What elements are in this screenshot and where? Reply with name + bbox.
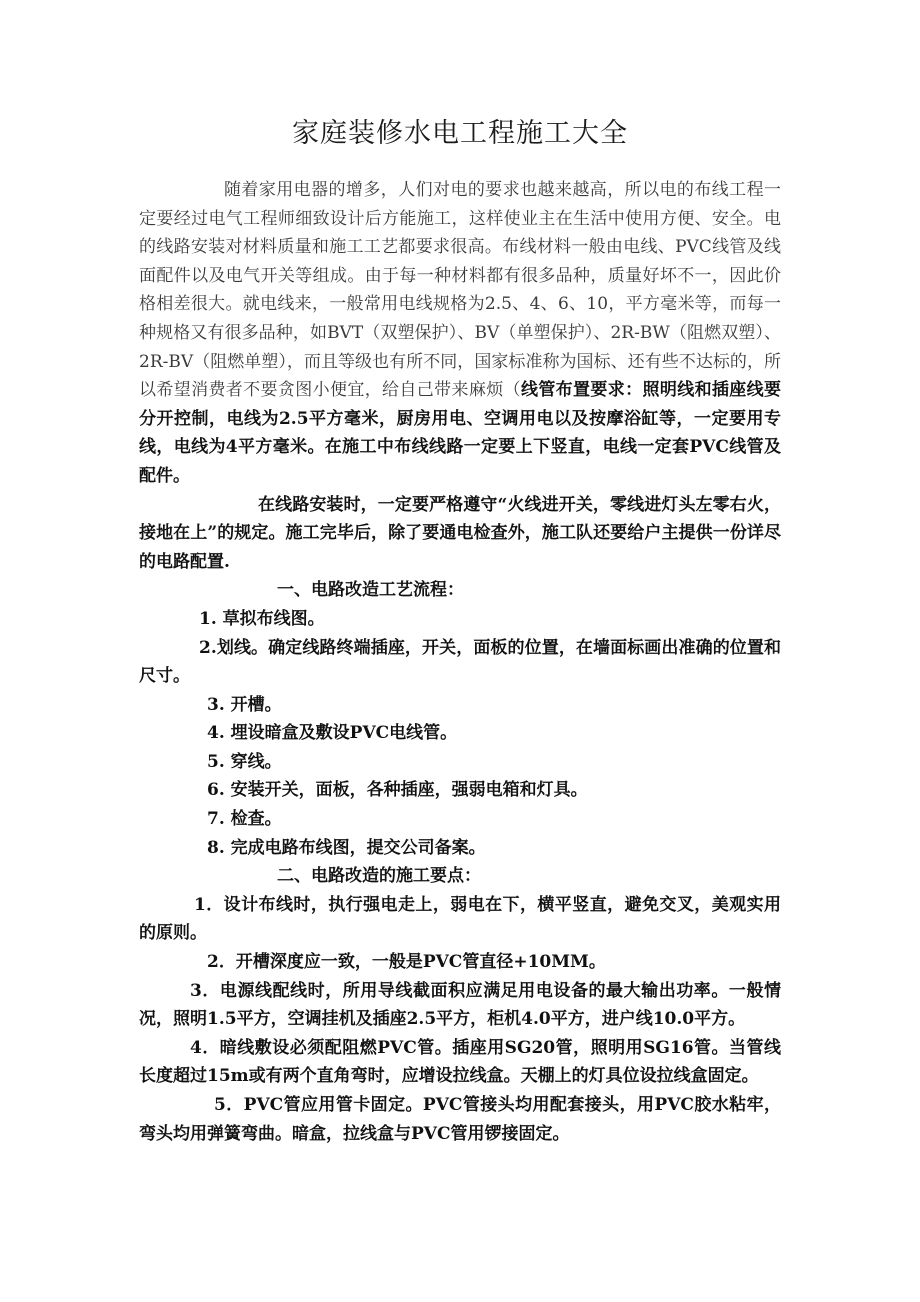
section2-point: 2．开槽深度应一致，一般是PVC管直径+10MM。 [207,952,606,973]
section1-step: 4. 埋设暗盒及敷设PVC电线管。 [207,723,458,744]
section2-point: 3．电源线配线时，所用导线截面积应满足用电设备的最大输出功率。一般情况，照明1.5平方，空调挂机及插座2.5平方，柜机4.0平方，进户线10.0平方。 [139,980,781,1030]
section1-step: 6. 安装开关，面板，各种插座，强弱电箱和灯具。 [207,780,588,801]
section1-step: 3. 开槽。 [207,694,282,715]
section1-step: 8. 完成电路布线图，提交公司备案。 [207,837,486,858]
intro-text: 随着家用电器的增多，人们对电的要求也越来越高，所以电的布线工程一定要经过电气工程师细致设计后方能施工，这样使业主在生活中使用方便、安全。电的线路安装对材料质量和施工工艺都要求很高。布线材料一般由电线、PVC线管及线面配件以及电气开关等组成。由于每一种材料都有很多品种，质量好坏不一，因此价格相差很大。就电线来，一般常用电线规格为2.5、4、6、10，平方毫米等，而每一种规格又有很多品种，如BVT（双塑保护）、BV（单塑保护）、2R-BW（阻燃双塑）、2R-BV（阻燃单塑），而且等级也有所不同，国家标准称为国标、还有些不达标的，所以希望消费者不要贪图小便宜，给自己带来麻烦（ [139,180,781,401]
section2-point: 1．设计布线时，执行强电走上，弱电在下，横平竖直，避免交叉，美观实用的原则。 [139,894,781,944]
intro-paragraph [139,176,781,491]
document-body [139,176,781,1148]
intro-bold-text: 线管布置要求：照明线和插座线要分开控制，电线为2.5平方毫米，厨房用电、空调用电以及按摩浴缸等，一定要用专线，电线为4平方毫米。在施工中布线线路一定要上下竖直，电线一定套PVC线管及配件。 [139,380,782,486]
section1-step: 2.划线。确定线路终端插座，开关，面板的位置，在墙面标画出准确的位置和尺寸。 [139,637,781,687]
section1-step: 1. 草拟布线图。 [199,608,325,629]
section1-step: 5. 穿线。 [207,751,282,772]
section2-point: 4．暗线敷设必须配阻燃PVC管。插座用SG20管，照明用SG16管。当管线长度超过15m或有两个直角弯时，应增设拉线盒。天棚上的灯具位设拉线盒固定。 [139,1037,781,1087]
section1-heading: 一、电路改造工艺流程： [277,580,464,601]
installation-paragraph: 在线路安装时，一定要严格遵守“火线进开关，零线进灯头左零右火，接地在上”的规定。施工完毕后，除了要通电检查外，施工队还要给户主提供一份详尽的电路配置. [139,494,781,572]
section2-heading: 二、电路改造的施工要点： [277,866,481,887]
section1-step: 7. 检查。 [207,809,282,830]
document-title: 家庭装修水电工程施工大全 [292,118,628,149]
section2-point: 5．PVC管应用管卡固定。PVC管接头均用配套接头，用PVC胶水粘牢，弯头均用弹簧弯曲。暗盒，拉线盒与PVC管用锣接固定。 [139,1095,781,1144]
